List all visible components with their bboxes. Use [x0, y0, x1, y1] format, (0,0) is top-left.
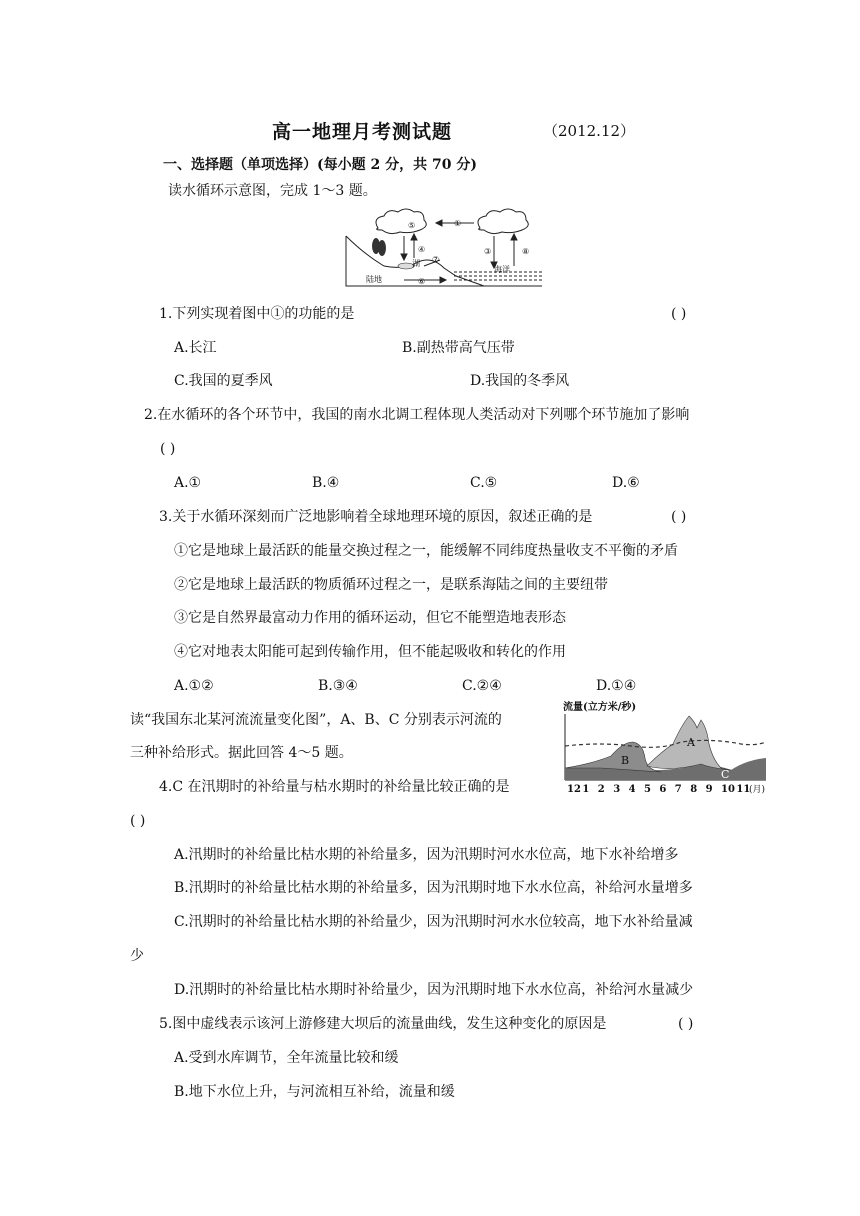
q4-option-c: C.汛期时的补给量比枯水期的补给量少，因为汛期时河水水位较高，地下水补给量减 [174, 914, 693, 930]
q1-option-c: C.我国的夏季风 [174, 373, 273, 389]
page-title: 高一地理月考测试题 [272, 121, 453, 143]
fig2-label-b: B [621, 754, 630, 767]
river-discharge-figure [561, 698, 771, 796]
fig2-ylabel: 流量(立方米/秒) [563, 702, 637, 713]
q3-option-c: C.②④ [462, 678, 502, 694]
fig2-label-a: A [687, 736, 695, 749]
q1-stem: 1.下列实现着图中①的功能的是 [159, 306, 355, 322]
month-tick-12: 12 [567, 784, 581, 795]
fig1-label-land: 陆地 [366, 275, 382, 284]
month-tick-1: 1 [582, 784, 590, 795]
fig1-label-1: ① [454, 219, 462, 228]
month-tick-4: 4 [628, 784, 636, 795]
month-tick-8: 8 [690, 784, 698, 795]
q2-option-b: B.④ [312, 475, 340, 491]
q3-statement-1: ①它是地球上最活跃的能量交换过程之一，能缓解不同纬度热量收支不平衡的矛盾 [174, 543, 678, 559]
q5-option-b: B.地下水位上升，与河流相互补给，流量和缓 [174, 1084, 455, 1100]
q5-answer-blank: ( ) [678, 1016, 694, 1032]
water-cycle-diagram [344, 206, 544, 292]
q2-stem: 2.在水循环的各个环节中，我国的南水北调工程体现人类活动对下列哪个环节施加了影响 [144, 407, 690, 423]
fig2-unit: (月) [749, 785, 766, 795]
month-tick-9: 9 [705, 784, 713, 795]
intro-4-5-line2: 三种补给形式。据此回答 4～5 题。 [130, 745, 353, 761]
q1-answer-blank: ( ) [671, 306, 687, 322]
q5-option-a: A.受到水库调节，全年流量比较和缓 [174, 1050, 399, 1066]
section-heading: 一、选择题（单项选择）(每小题 2 分，共 70 分) [163, 157, 477, 173]
q3-statement-4: ④它对地表太阳能可起到传输作用，但不能起吸收和转化的作用 [174, 644, 566, 660]
month-tick-11: 11 [736, 784, 751, 795]
q3-statement-3: ③它是自然界最富动力作用的循环运动，但它不能塑造地表形态 [174, 610, 566, 626]
exam-date: （2012.12） [543, 122, 636, 140]
q3-option-b: B.③④ [318, 678, 358, 694]
month-tick-6: 6 [659, 784, 667, 795]
month-tick-3: 3 [613, 784, 621, 795]
intro-4-5-line1: 读“我国东北某河流流量变化图”，A、B、C 分别表示河流的 [130, 712, 502, 728]
q5-stem: 5.图中虚线表示该河上游修建大坝后的流量曲线，发生这种变化的原因是 [159, 1016, 607, 1032]
month-tick-5: 5 [644, 784, 651, 795]
q2-option-c: C.⑤ [470, 475, 498, 491]
q1-option-a: A.长江 [174, 340, 217, 356]
month-tick-2: 2 [597, 784, 605, 795]
fig1-label-7: ⑦ [432, 255, 440, 264]
fig2-label-c: C [721, 768, 730, 781]
fig1-label-3: ③ [484, 247, 492, 256]
q2-option-d: D.⑥ [612, 475, 640, 491]
q3-option-d: D.①④ [596, 678, 637, 694]
fig1-label-ocean: 海洋 [494, 265, 510, 274]
fig1-label-lake: 湖 [412, 259, 420, 268]
q4-option-b: B.汛期时的补给量比枯水期的补给量多，因为汛期时地下水水位高，补给河水量增多 [174, 880, 693, 896]
q3-answer-blank: ( ) [671, 509, 687, 525]
month-tick-7: 7 [674, 784, 682, 795]
q3-option-a: A.①② [174, 678, 214, 694]
fig1-label-8: ⑧ [522, 247, 530, 256]
q4-option-c-wrap: 少 [130, 948, 144, 964]
fig1-label-4: ④ [418, 245, 426, 254]
q3-statement-2: ②它是地球上最活跃的物质循环过程之一，是联系海陆之间的主要纽带 [174, 577, 608, 593]
area-b [565, 742, 661, 772]
q3-stem: 3.关于水循环深刻而广泛地影响着全球地理环境的原因，叙述正确的是 [159, 509, 593, 525]
fig1-label-6: ⑥ [418, 277, 426, 286]
q4-stem: 4.C 在汛期时的补给量与枯水期时的补给量比较正确的是 [159, 779, 510, 795]
fig1-label-5: ⑤ [408, 221, 416, 230]
q1-option-b: B.副热带高气压带 [402, 340, 515, 356]
q2-option-a: A.① [174, 475, 202, 491]
intro-1-3: 读水循环示意图，完成 1～3 题。 [168, 183, 377, 199]
q1-option-d: D.我国的冬季风 [470, 373, 570, 389]
q4-answer-blank: ( ) [130, 813, 146, 829]
q2-answer-blank: ( ) [160, 441, 176, 457]
q4-option-a: A.汛期时的补给量比枯水期的补给量多，因为汛期时河水水位高，地下水补给增多 [174, 847, 679, 863]
month-tick-10: 10 [721, 784, 735, 795]
dam-flow-curve [565, 740, 766, 747]
q4-option-d: D.汛期时的补给量比枯水期时补给量少，因为汛期时地下水水位高，补给河水量减少 [174, 982, 694, 998]
